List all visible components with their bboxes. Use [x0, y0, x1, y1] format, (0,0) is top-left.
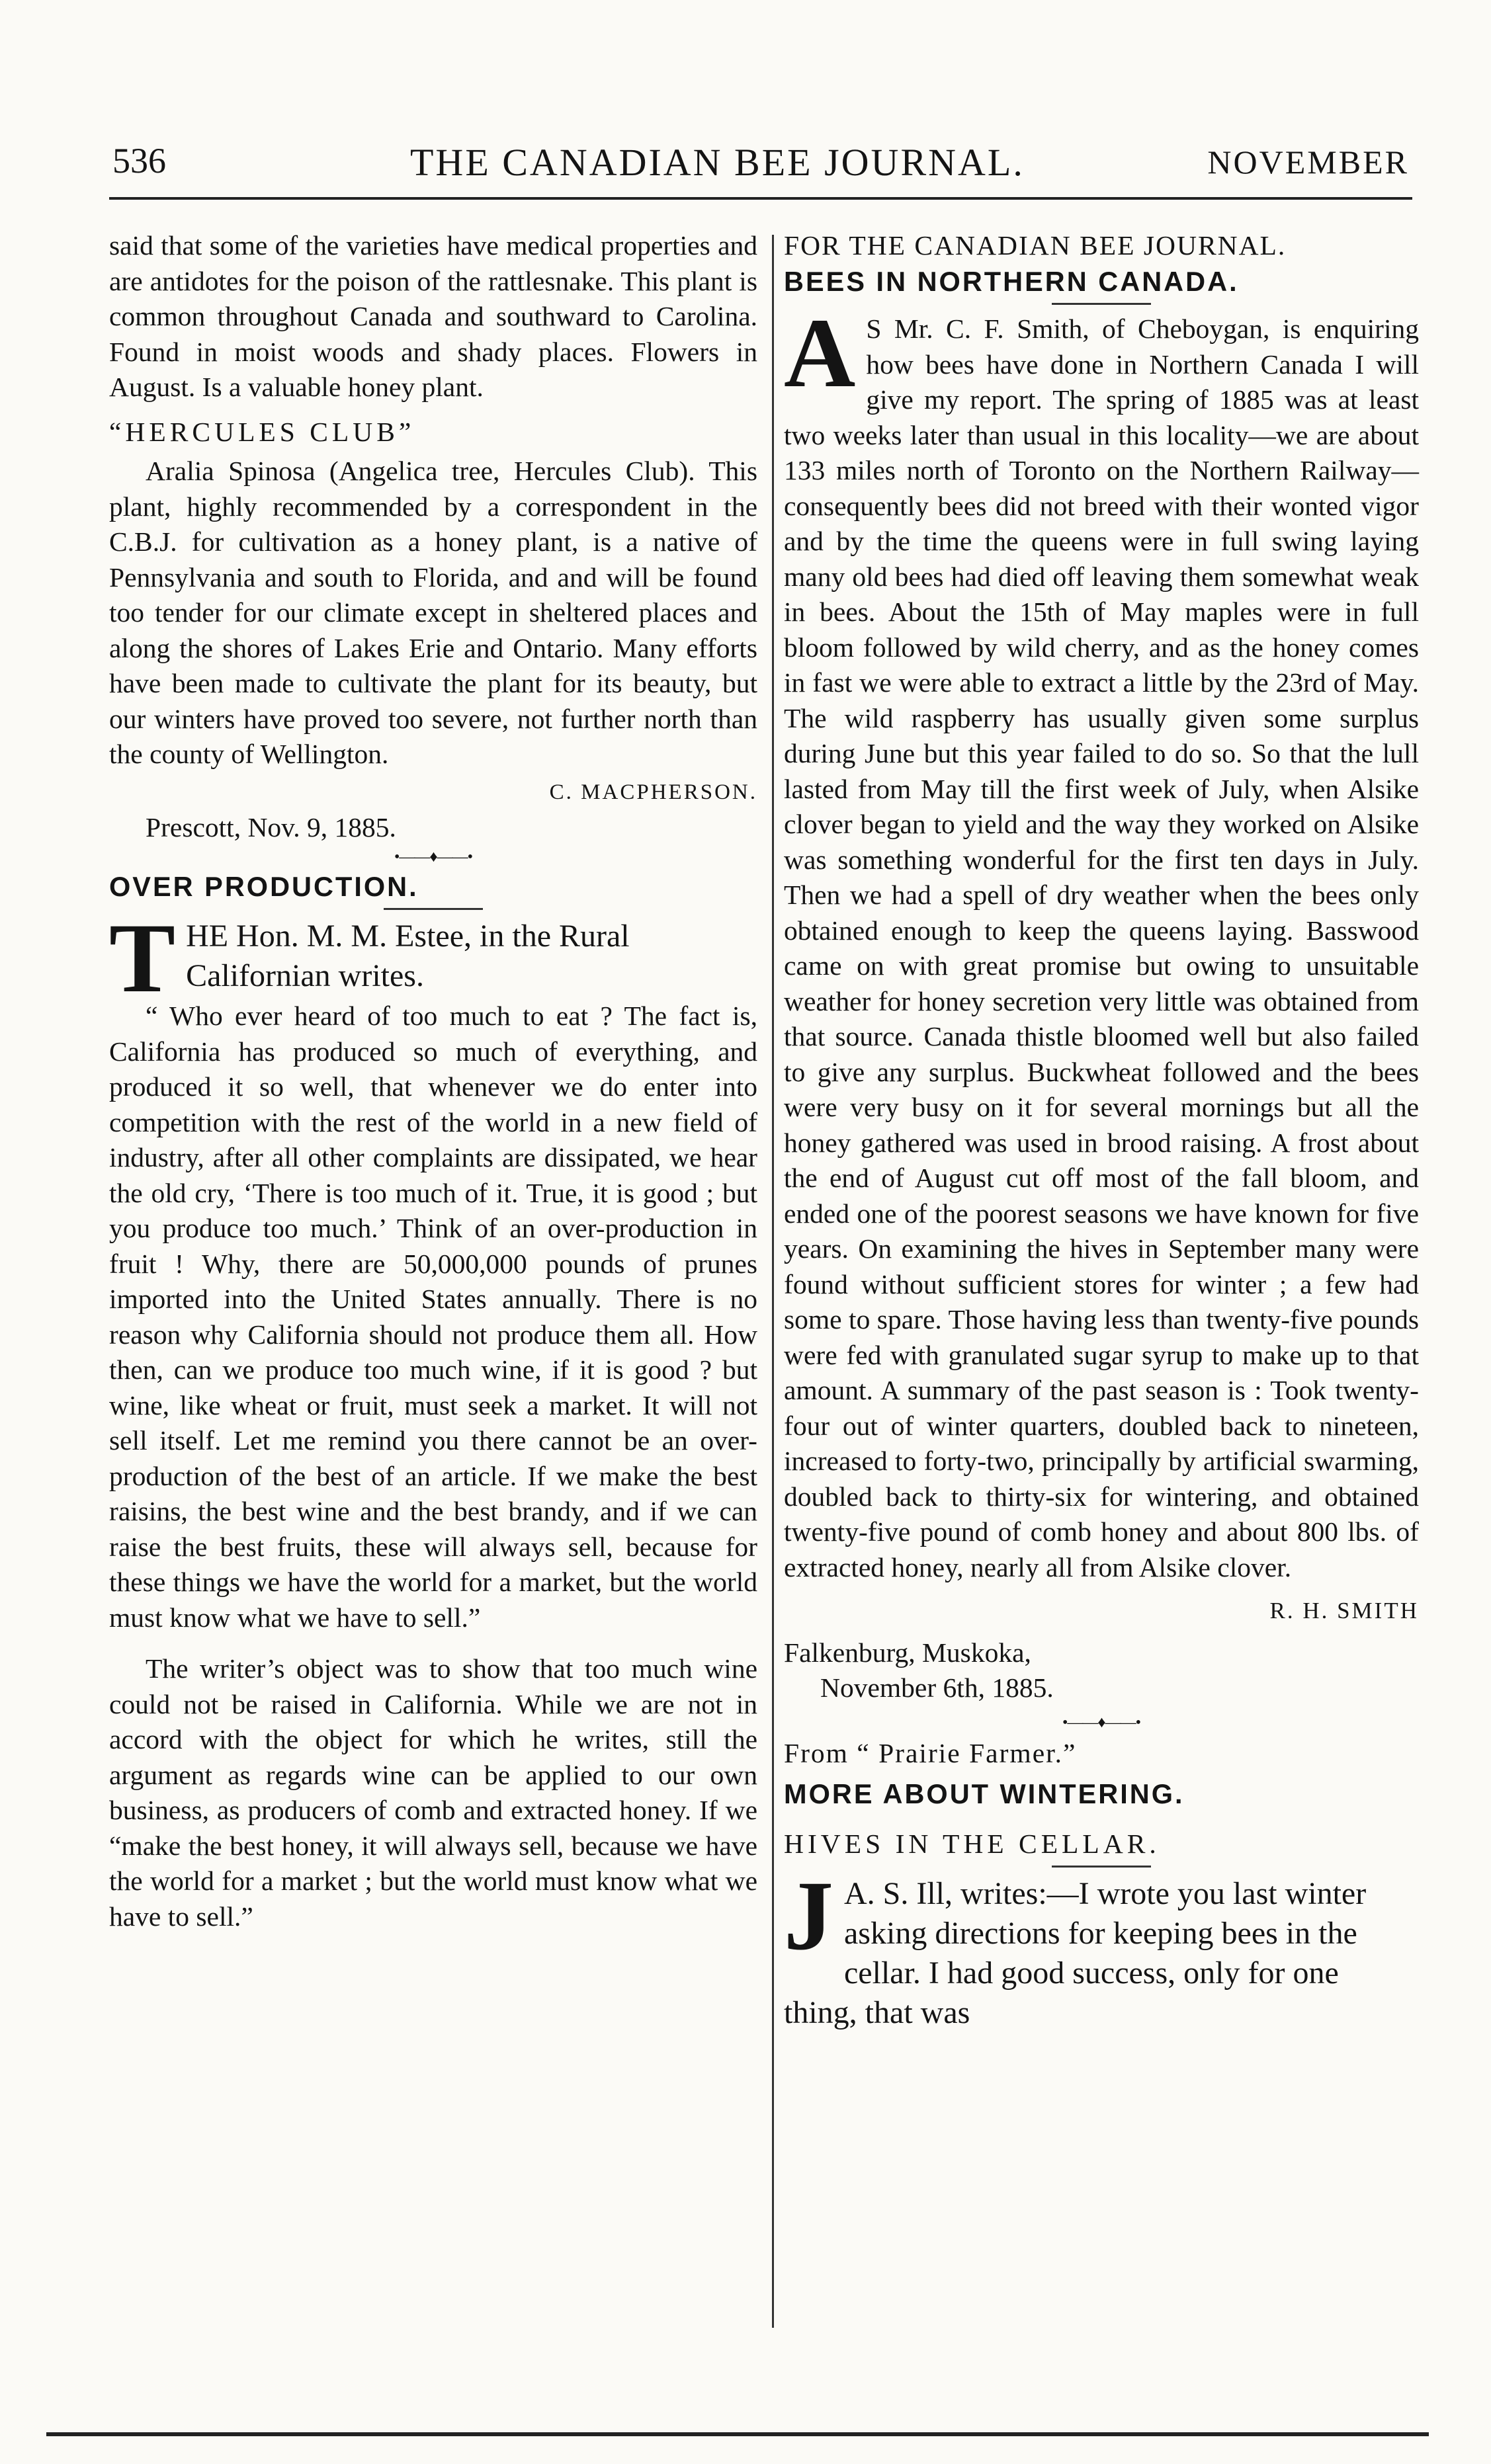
editor-comment: The writer’s object was to show that too much wine could not be raised in California. While we are not in accord with the object for which he writes, still the argument as regards wine can be applied to our own business, as producers of comb and extracted honey. If we “make the best honey, it will always sell, because we have the world for a market ; but the world must know what we have to sell.”: [109, 1653, 757, 1932]
source-credit: FOR THE CANADIAN BEE JOURNAL.: [784, 230, 1287, 261]
heading-rule: [1052, 1866, 1151, 1868]
bees-report-body: S Mr. C. F. Smith, of Cheboygan, is enquiring how bees have done in Northern Canada I will give my report. The spring of 1885 was at least two weeks later than usual in this locality—we are about 133 miles north of Toronto on the Northern Railway—consequently bees did not breed with their wonted vigor and by the time the queens were in full swing laying many old bees had died off leaving them somewhat weak in bees. About the 15th of May maples were in full bloom followed by wild cherry, and as the honey comes in fast we were able to extract a little by the 23rd of May. The wild raspberry has usually given some surplus during June but this year failed to do so. So that the lull lasted from May till the first week of July, when Alsike clover began to yield and the way they worked on Alsike was something wonderful for the first ten days in July. Then we had a spell of dry weather when the bees only obtained enough to keep the queens laying. Basswood came on with great promise but owing to unsuitable weather for honey secretion very little was obtained from that source. Canada thistle bloomed well but also failed to give any surplus. Buckwheat followed and the bees were very busy on it for several mornings but all the honey gathered was used in brood raising. A frost about the end of August cut off most of the fall bloom, and ended one of the poorest seasons we have known for five years. On examining the hives in September many were found without sufficient stores for winter ; a few had some to spare. Those having less than twenty-five pounds were fed with granulated sugar syrup to make up to that amount. A summary of the past season is : Took twenty-four out of winter quarters, doubled back to nineteen, increased to forty-two, principally by artificial swarming, doubled back to thirty-six for wintering, and obtained twenty-five pound of comb honey and about 800 lbs. of extracted honey, nearly all from Alsike clover.: [784, 313, 1419, 1582]
page-header: [112, 140, 1409, 200]
falkenburg-place: Falkenburg, Muskoka,: [784, 1637, 1031, 1668]
left-column: [109, 228, 757, 1934]
issue-month: NOVEMBER: [1207, 144, 1409, 181]
plant-description: said that some of the varieties have medical properties and are antidotes for the poison of the rattlesnake. This plant is common throughout Canada and southward to Carolina. Found in moist woods and shady places. Flowers in August. Is a valuable honey plant.: [109, 230, 757, 402]
page-number: 536: [112, 141, 166, 181]
drop-cap-t: T: [109, 903, 176, 1013]
report-date: November 6th, 1885.: [820, 1672, 1054, 1703]
over-production-lead: HE Hon. M. M. Estee, in the Rural Californian writes.: [186, 919, 630, 993]
column-divider: [772, 235, 774, 2328]
journal-title: THE CANADIAN BEE JOURNAL.: [410, 141, 1025, 184]
hives-in-cellar-heading: HIVES IN THE CELLAR.: [784, 1828, 1160, 1859]
hercules-club-heading: “HERCULES CLUB”: [109, 416, 415, 447]
prairie-farmer-credit: From “ Prairie Farmer.”: [784, 1737, 1077, 1768]
drop-cap-j: J: [784, 1861, 833, 1971]
more-about-wintering-heading: MORE ABOUT WINTERING.: [784, 1778, 1185, 1809]
over-production-heading: OVER PRODUCTION.: [109, 870, 419, 902]
smith-signature: R. H. SMITH: [1269, 1598, 1419, 1623]
section-ornament: •——♦——•: [394, 848, 473, 866]
hercules-club-body: Aralia Spinosa (Angelica tree, Hercules Club). This plant, highly recommended by a correspondent in the C.B.J. for cultivation as a honey plant, is a native of Pennsylvania and south to Florida, and and will be found too tender for our climate except in sheltered places and along the shores of Lakes Erie and Ontario. Many efforts have been made to cultivate the plant for its beauty, but our winters have proved too severe, not further north than the county of Wellington.: [109, 456, 757, 769]
macpherson-signature: C. MACPHERSON.: [549, 780, 757, 804]
wintering-lead: A. S. Ill, writes:—I wrote you last winter asking directions for keeping bees in the cellar. I had good success, only for one thing, that was: [784, 1876, 1367, 2030]
right-column: [784, 228, 1419, 2033]
estee-quote: “ Who ever heard of too much to eat ? The fact is, California has produced so much of everything, and produced it so well, that whenever we do enter into competition with the rest of the world in a new field of industry, after all other complaints are dissipated, we hear the old cry, ‘There is too much of it. True, it is good ; but you produce too much.’ Think of an over-production in fruit ! Why, there are 50,000,000 pounds of prunes imported into the United States annually. There is no reason why California should not produce them all. How then, can we produce too much wine, if it is good ? but wine, like wheat or fruit, must seek a market. It will not sell itself. Let me remind you there cannot be an over-production of the best of an article. If we make the best raisins, the best wine and the best brandy, and if we can raise the best fruits, these will always sell, because for these things we have the world for a market, but the world must know what we have to sell.”: [109, 1001, 757, 1633]
heading-rule: [384, 908, 483, 910]
heading-rule: [1052, 303, 1151, 305]
section-ornament: •——♦——•: [1062, 1713, 1141, 1731]
bottom-rule: [46, 2432, 1429, 2436]
bees-in-northern-canada-heading: BEES IN NORTHERN CANADA.: [784, 265, 1239, 297]
drop-cap-a: A: [784, 298, 856, 408]
prescott-dateline: Prescott, Nov. 9, 1885.: [146, 812, 396, 842]
header-rule: [109, 197, 1412, 200]
